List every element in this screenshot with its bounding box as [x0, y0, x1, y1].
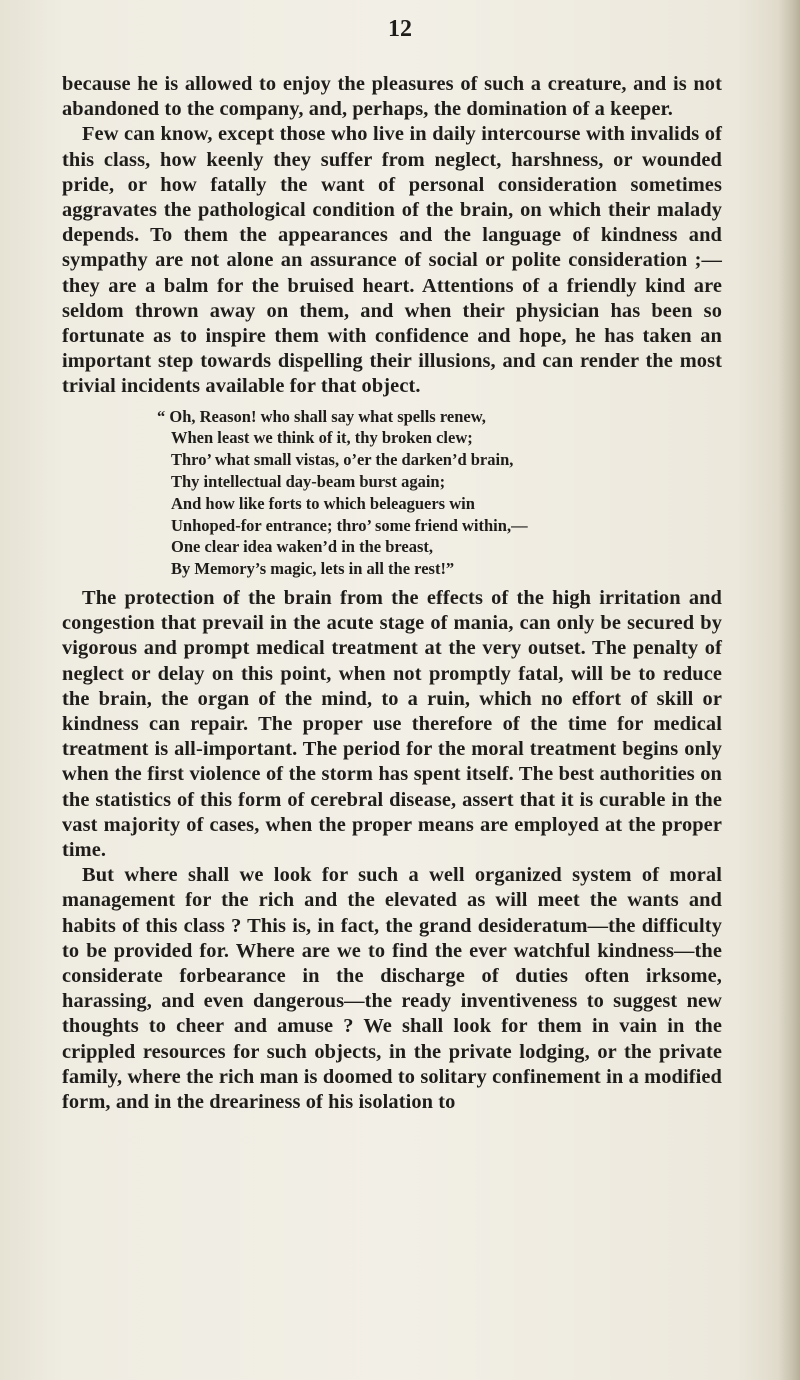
- paragraph-2: Few can know, except those who live in daily intercourse with invalids of this class, how keenly they suffer from neglect, harshness, or wounded pride, or how fatally the want of personal consideration sometimes aggravates the pathological condition of the brain, on which their malady depends. To them the appearances and the language of kindness and sympathy are not alone an assurance of social or polite consideration ;—they are a balm for the bruised heart. Attentions of a friendly kind are seldom thrown away on them, and when their physician has been so fortunate as to inspire them with confidence and hope, he has taken an important step towards dispelling their illusions, and can render the most trivial incidents available for that object.: [62, 123, 722, 398]
- paragraph-1: because he is allowed to enjoy the pleasures of such a creature, and is not abandoned to the company, and, perhaps, the domination of a keeper.: [62, 73, 722, 121]
- verse-line: Thro’ what small vistas, o’er the darken’d brain,: [171, 450, 514, 470]
- paragraph-4: But where shall we look for such a well organized system of moral management for the rich and the elevated as will meet the wants and habits of this class ? This is, in fact, the grand desideratum—the difficulty to be provided for. Where are we to find the ever watchful kindness—the considerate forbearance in the discharge of duties often irksome, harassing, and even dangerous—the ready inventiveness to suggest new thoughts to cheer and amuse ? We shall look for them in vain in the crippled resources for such objects, in the private lodging, or the private family, where the rich man is doomed to solitary confinement in a modified form, and in the dreariness of his isolation to: [62, 864, 722, 1114]
- verse-quotation: [62, 406, 722, 580]
- paragraph-3: The protection of the brain from the effects of the high irritation and congestion that prevail in the acute stage of mania, can only be secured by vigorous and prompt medical treatment at the very outset. The penalty of neglect or delay on this point, when not promptly fatal, will be to reduce the brain, the organ of the mind, to a ruin, which no effort of skill or kindness can repair. The proper use therefore of the time for medical treatment is all-important. The period for the moral treatment begins only when the first violence of the storm has spent itself. The best authorities on the statistics of this form of cerebral disease, assert that it is curable in the vast majority of cases, when the proper means are employed at the proper time.: [62, 587, 722, 862]
- page-edge-shadow: [778, 0, 800, 1380]
- page-number: 12: [388, 16, 412, 42]
- verse-line: “ Oh, Reason! who shall say what spells renew,: [157, 406, 486, 426]
- verse-line: When least we think of it, thy broken clew;: [171, 428, 473, 448]
- verse-line: One clear idea waken’d in the breast,: [171, 537, 434, 557]
- body-text: [62, 72, 722, 1115]
- verse-line: By Memory’s magic, lets in all the rest!”: [171, 559, 455, 579]
- verse-line: And how like forts to which beleaguers win: [171, 493, 475, 513]
- verse-line: Unhoped-for entrance; thro’ some friend within,—: [171, 515, 528, 535]
- verse-line: Thy intellectual day-beam burst again;: [171, 472, 446, 492]
